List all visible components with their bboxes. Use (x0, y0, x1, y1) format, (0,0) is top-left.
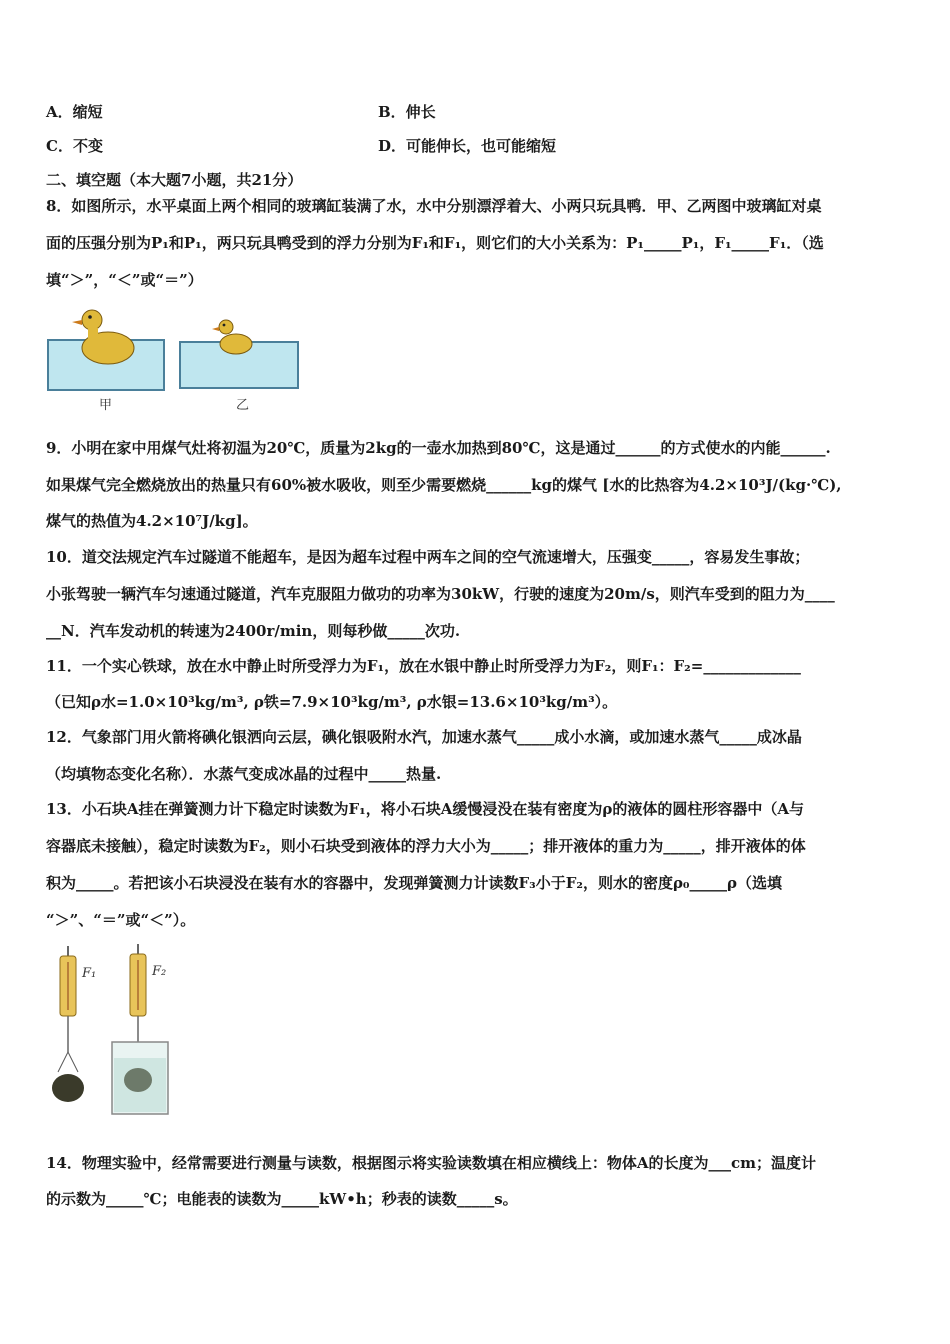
q12-line2: （均填物态变化名称）．水蒸气变成冰晶的过程中_____热量. (46, 765, 442, 783)
q11-line2: （已知ρ水=1.0×10³kg/m³, ρ铁=7.9×10³kg/m³, ρ水银=13.6×10³kg/m³）。 (46, 693, 618, 711)
section-title: 二、填空题（本大题7小题，共21分） (46, 171, 303, 189)
option-a: A．缩短 (46, 103, 103, 121)
beaker-icon (112, 1042, 168, 1114)
q14-line2: 的示数为_____℃；电能表的读数为_____kW•h；秒表的读数_____s。 (46, 1190, 518, 1208)
q9-line2: 如果煤气完全燃烧放出的热量只有60%被水吸收，则至少需要燃烧______kg的煤气 [水的比热容为4.2×10³J/(kg·℃), (46, 476, 842, 494)
q8-line3: 填“＞”，“＜”或“＝”） (46, 271, 203, 289)
q13-line4: “＞”、“＝”或“＜”）。 (46, 911, 196, 929)
duck-tanks-figure (46, 300, 306, 418)
fig-label-yi: 乙 (236, 398, 250, 413)
q12-line1: 12．气象部门用火箭将碘化银洒向云层，碘化银吸附水汽，加速水蒸气_____成小水滴，或加速水蒸气_____成冰晶 (46, 728, 802, 746)
fig-label-f2: F₂ (152, 964, 167, 979)
spring-scale-figure (46, 940, 206, 1118)
q10-line2: 小张驾驶一辆汽车匀速通过隧道，汽车克服阻力做功的功率为30kW，行驶的速度为20m/s，则汽车受到的阻力为____ (46, 585, 835, 603)
spring-scale-left-icon (52, 946, 84, 1102)
q14-line1: 14．物理实验中，经常需要进行测量与读数，根据图示将实验读数填在相应横线上：物体A的长度为___cm；温度计 (46, 1154, 817, 1172)
option-b: B．伸长 (378, 103, 436, 121)
q13-line2: 容器底未接触），稳定时读数为F₂，则小石块受到液体的浮力大小为_____；排开液体的重力为_____，排开液体的体 (46, 837, 806, 855)
q8-line1: 8．如图所示，水平桌面上两个相同的玻璃缸装满了水，水中分别漂浮着大、小两只玩具鸭．甲、乙两图中玻璃缸对桌 (46, 197, 822, 215)
fig-label-f1: F₁ (82, 966, 97, 981)
q13-line3: 积为_____。若把该小石块浸没在装有水的容器中，发现弹簧测力计读数F₃小于F₂，则水的密度ρ₀_____ρ（选填 (46, 874, 782, 892)
q13-line1: 13．小石块A挂在弹簧测力计下稳定时读数为F₁，将小石块A缓慢浸没在装有密度为ρ的液体的圆柱形容器中（A与 (46, 800, 804, 818)
q9-line1: 9．小明在家中用煤气灶将初温为20℃，质量为2kg的一壶水加热到80℃，这是通过______的方式使水的内能______. (46, 439, 831, 457)
fig-label-jia: 甲 (99, 398, 113, 413)
q8-line2: 面的压强分别为P₁和P₁，两只玩具鸭受到的浮力分别为F₁和F₁，则它们的大小关系为：P₁_____P₁，F₁_____F₁．（选 (46, 234, 824, 252)
q10-line3: __N．汽车发动机的转速为2400r/min，则每秒做_____次功. (46, 622, 461, 640)
q10-line1: 10．道交法规定汽车过隧道不能超车，是因为超车过程中两车之间的空气流速增大，压强变_____，容易发生事故； (46, 548, 810, 566)
q9-line3: 煤气的热值为4.2×10⁷J/kg]。 (46, 512, 258, 530)
q11-line1: 11．一个实心铁球，放在水中静止时所受浮力为F₁，放在水银中静止时所受浮力为F₂，则F₁：F₂=_____________ (46, 657, 801, 675)
option-c: C．不变 (46, 137, 103, 155)
option-d: D．可能伸长，也可能缩短 (378, 137, 557, 155)
